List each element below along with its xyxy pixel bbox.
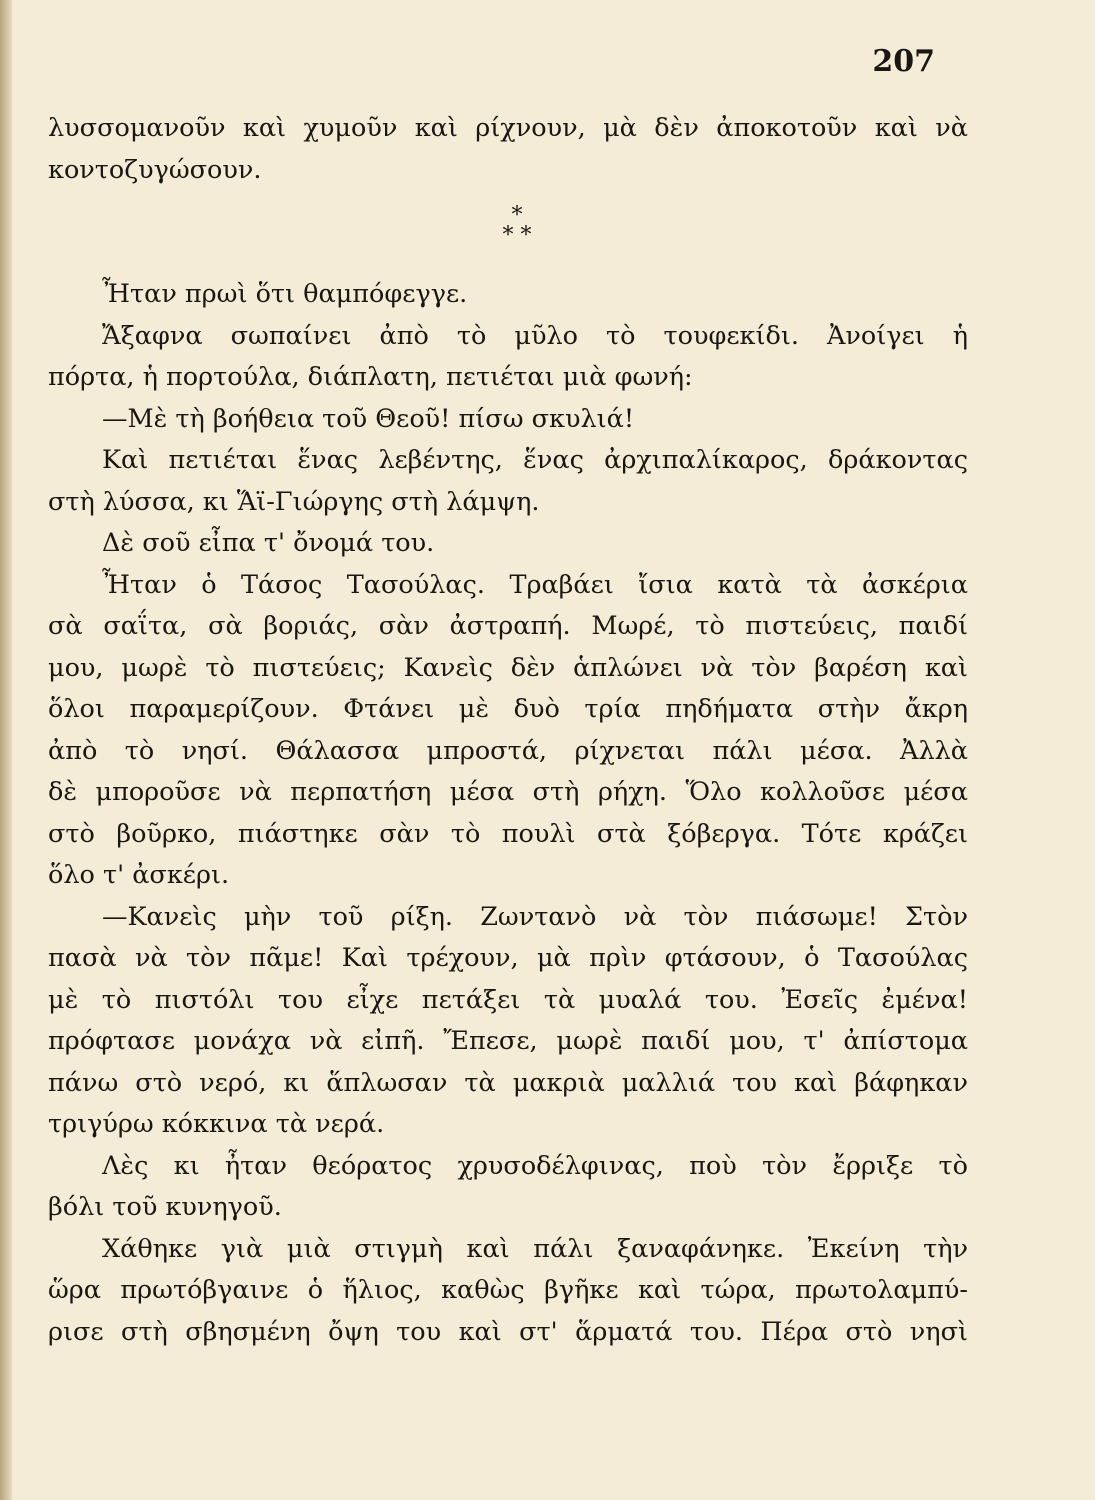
text-line: δὲ μποροῦσε νὰ περπατήση μέσα στὴ ρήχη. Ὅλο κολλοῦσε μέσα [48,777,968,807]
text-line: ρισε στὴ σβησμένη ὄψη του καὶ στ' ἅρματά του. Πέρα στὸ νησὶ [48,1316,968,1347]
text-line: λυσσομανοῦν καὶ χυμοῦν καὶ ρίχνουν, μὰ δὲν ἀποκοτοῦν καὶ νὰ [48,113,968,143]
text-line: —Κανεὶς μὴν τοῦ ρίξη. Ζωντανὸ νὰ τὸν πιάσωμε! Στὸν [102,901,968,932]
text-line: Καὶ πετιέται ἕνας λεβέντης, ἕνας ἀρχιπαλίκαρος, δράκοντας [102,445,968,475]
asterism-top: * [511,203,523,228]
text-line: πασὰ νὰ τὸν πᾶμε! Καὶ τρέχουν, μὰ πρὶν φτάσουν, ὁ Τασούλας [48,943,968,973]
text-line: —Μὲ τὴ βοήθεια τοῦ Θεοῦ! πίσω σκυλιά! [102,403,635,434]
text-line: τριγύρω κόκκινα τὰ νερά. [48,1109,385,1139]
text-line: Ἦταν πρωὶ ὅτι θαμπόφεγγε. [102,279,468,309]
text-line: στὸ βοῦρκο, πιάστηκε σὰν τὸ πουλὶ στὰ ξόβεργα. Τότε κράζει [48,818,968,849]
page-number: 207 [872,44,935,79]
body-text [48,108,968,1353]
asterism-bottom: * * [502,223,532,248]
text-line: πόρτα, ἡ πορτούλα, διάπλατη, πετιέται μιὰ φωνή: [48,362,693,392]
text-line: ὥρα πρωτόβγαινε ὁ ἥλιος, καθὼς βγῆκε καὶ τώρα, πρωτολαμπύ- [48,1275,968,1305]
text-line: μου, μωρὲ τὸ πιστεύεις; Κανεὶς δὲν ἁπλώνει νὰ τὸν βαρέση καὶ [48,652,968,683]
text-line: Χάθηκε γιὰ μιὰ στιγμὴ καὶ πάλι ξαναφάνηκε. Ἐκείνη τὴν [102,1233,968,1264]
text-line: ὅλο τ' ἀσκέρι. [48,860,230,890]
blank-line [48,191,968,233]
text-line: ἀπὸ τὸ νησί. Θάλασσα μπροστά, ρίχνεται πάλι μέσα. Ἀλλὰ [48,735,968,766]
text-line: Δὲ σοῦ εἶπα τ' ὄνομά του. [102,528,435,558]
text-line: Ἄξαφνα σωπαίνει ἀπὸ τὸ μῦλο τὸ τουφεκίδι. Ἀνοίγει ἡ [102,320,968,351]
text-line: κοντοζυγώσουν. [48,154,262,185]
text-line: ὅλοι παραμερίζουν. Φτάνει μὲ δυὸ τρία πηδήματα στὴν ἄκρη [48,694,968,724]
text-line: πρόφτασε μονάχα νὰ εἰπῆ. Ἔπεσε, μωρὲ παιδί μου, τ' ἀπίστομα [48,1026,968,1056]
text-line: Ἦταν ὁ Τάσος Τασούλας. Τραβάει ἴσια κατὰ τὰ ἀσκέρια [102,569,968,600]
page-gutter-shadow [0,0,12,1500]
blank-line [48,233,968,275]
text-line: πάνω στὸ νερό, κι ἅπλωσαν τὰ μακριὰ μαλλιά του καὶ βάφηκαν [48,1067,968,1098]
text-line: στὴ λύσσα, κι Ἅϊ-Γιώργης στὴ λάμψη. [48,486,540,517]
text-line: βόλι τοῦ κυνηγοῦ. [48,1192,282,1222]
text-line: μὲ τὸ πιστόλι του εἶχε πετάξει τὰ μυαλά του. Ἐσεῖς ἐμένα! [48,984,968,1015]
text-line: Λὲς κι ἦταν θεόρατος χρυσοδέλφινας, ποὺ τὸν ἔρριξε τὸ [102,1150,968,1181]
text-line: σὰ σαΐτα, σὰ βοριάς, σὰν ἀστραπή. Μωρέ, τὸ πιστεύεις, παιδί [48,611,968,641]
